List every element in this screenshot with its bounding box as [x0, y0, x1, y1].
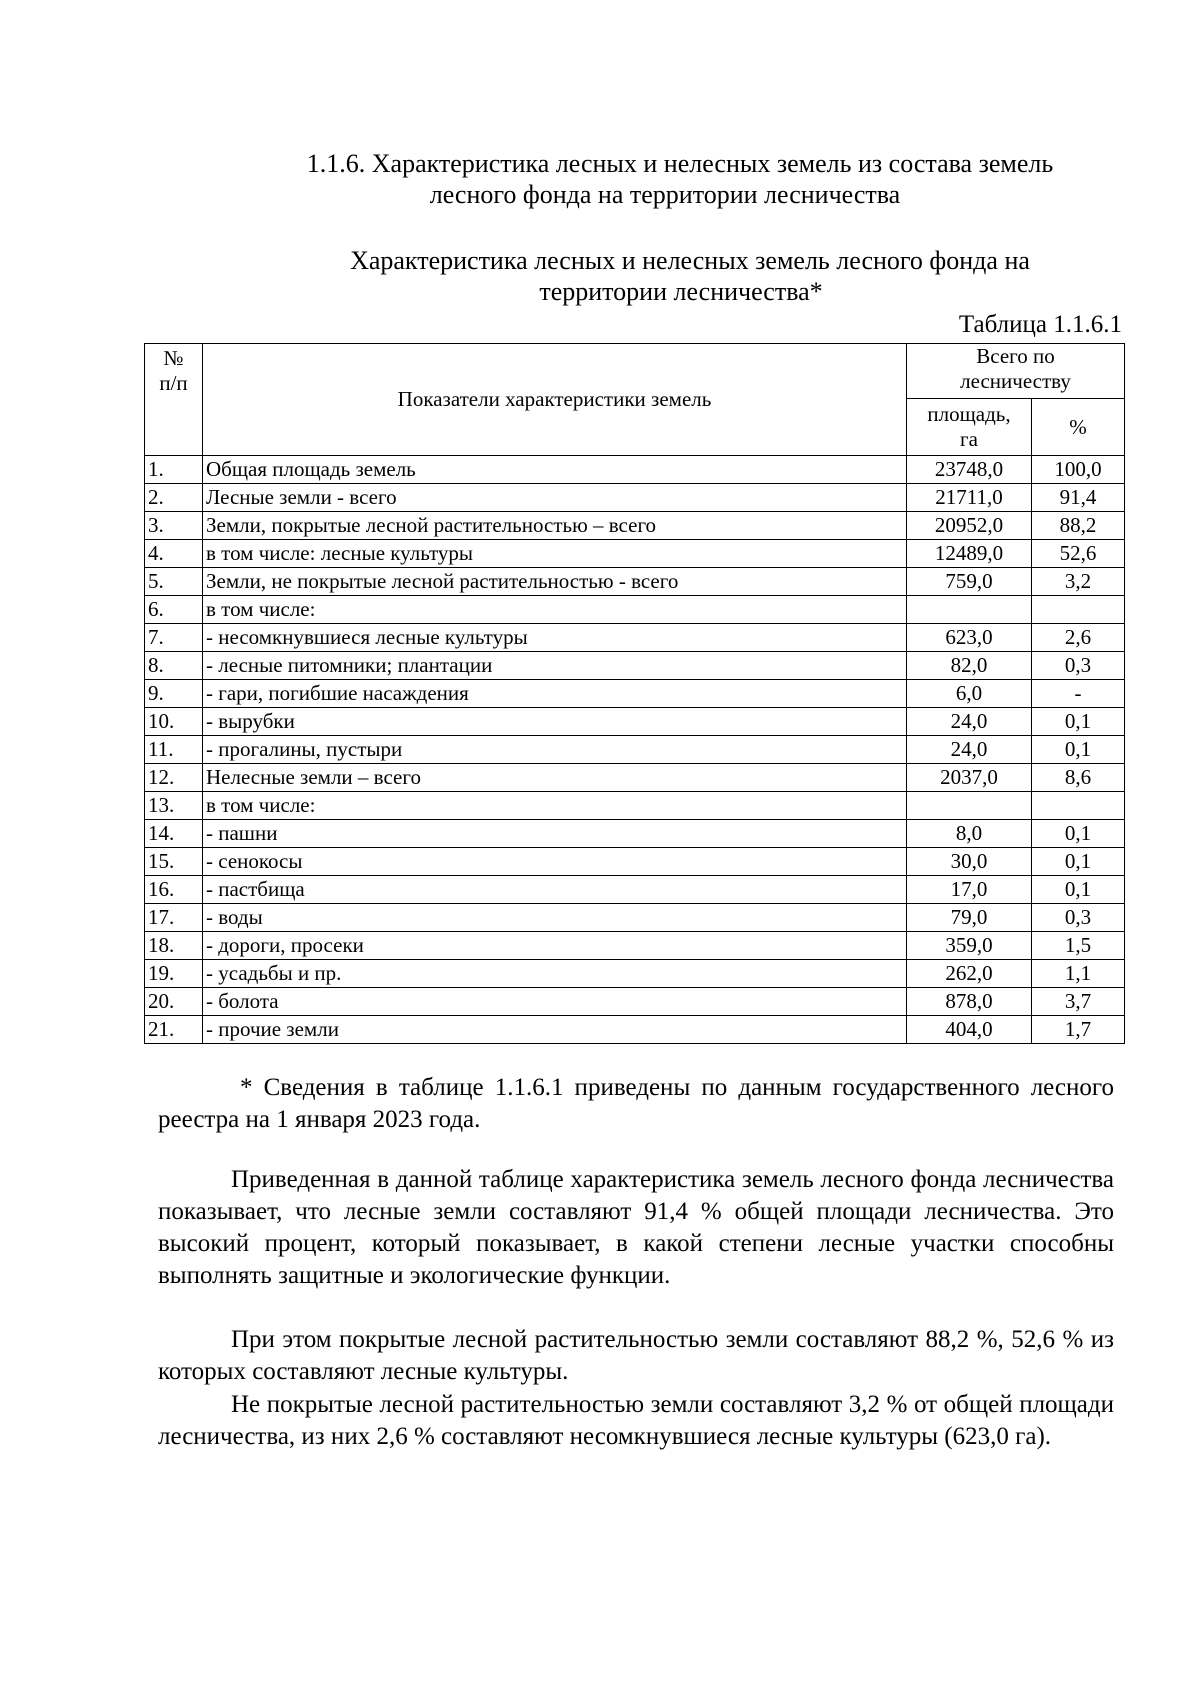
row-area-cell: 24,0	[907, 708, 1032, 736]
row-number-cell: 12.	[145, 764, 203, 792]
row-number-cell: 21.	[145, 1016, 203, 1044]
row-percent-cell: 52,6	[1032, 540, 1125, 568]
row-area-cell: 24,0	[907, 736, 1032, 764]
row-indicator-cell: - воды	[203, 904, 907, 932]
table-row	[145, 680, 1125, 708]
table-row	[145, 1016, 1125, 1044]
table-caption: Таблица 1.1.6.1	[958, 311, 1122, 338]
row-indicator-cell: Лесные земли - всего	[203, 484, 907, 512]
row-area-cell: 6,0	[907, 680, 1032, 708]
row-area-cell: 12489,0	[907, 540, 1032, 568]
row-percent-cell: 0,3	[1032, 904, 1125, 932]
row-number-cell: 19.	[145, 960, 203, 988]
table-title	[150, 245, 1150, 307]
row-area-cell: 8,0	[907, 820, 1032, 848]
row-area-cell: 2037,0	[907, 764, 1032, 792]
table-row	[145, 456, 1125, 484]
table-row	[145, 932, 1125, 960]
footnote	[158, 1072, 1114, 1136]
row-indicator-cell: Земли, покрытые лесной растительностью – всего	[203, 512, 907, 540]
row-percent-cell	[1032, 792, 1125, 820]
table-row	[145, 792, 1125, 820]
row-number-cell: 2.	[145, 484, 203, 512]
paragraph-2	[158, 1324, 1114, 1388]
header-number-line1: №	[163, 346, 184, 370]
row-percent-cell: 1,1	[1032, 960, 1125, 988]
row-number-cell: 6.	[145, 596, 203, 624]
row-percent-cell: 0,1	[1032, 820, 1125, 848]
row-indicator-cell: - вырубки	[203, 708, 907, 736]
paragraph-3-text: Не покрытые лесной растительностью земли составляют 3,2 % от общей площади лесничества, из них 2,6 % составляют несомкнувшиеся лесные культуры (623,0 га).	[158, 1391, 1114, 1450]
row-indicator-cell: Земли, не покрытые лесной растительностью - всего	[203, 568, 907, 596]
header-indicator: Показатели характеристики земель	[203, 344, 907, 456]
table-row	[145, 624, 1125, 652]
row-indicator-cell: - дороги, просеки	[203, 932, 907, 960]
header-percent: %	[1032, 399, 1125, 456]
row-percent-cell: 8,6	[1032, 764, 1125, 792]
table-row	[145, 988, 1125, 1016]
row-area-cell: 30,0	[907, 848, 1032, 876]
row-percent-cell: 1,7	[1032, 1016, 1125, 1044]
row-area-cell	[907, 596, 1032, 624]
row-number-cell: 13.	[145, 792, 203, 820]
row-percent-cell: 3,2	[1032, 568, 1125, 596]
row-number-cell: 4.	[145, 540, 203, 568]
header-total-line2: лесничеству	[960, 369, 1071, 393]
row-indicator-cell: в том числе:	[203, 792, 907, 820]
row-indicator-cell: - пашни	[203, 820, 907, 848]
row-percent-cell: 0,1	[1032, 708, 1125, 736]
table-body	[145, 456, 1125, 1044]
paragraph-1-text: Приведенная в данной таблице характеристика земель лесного фонда лесничества показывает, что лесные земли составляют 91,4 % общей площади лесничества. Это высокий процент, который показывает, в какой степени лесные участки способны выполнять защитные и экологические функции.	[158, 1166, 1114, 1289]
section-heading	[150, 148, 1150, 210]
row-number-cell: 8.	[145, 652, 203, 680]
footnote-text: * Сведения в таблице 1.1.6.1 приведены по данным государственного лесного реестра на 1 января 2023 года.	[158, 1074, 1114, 1133]
row-percent-cell: -	[1032, 680, 1125, 708]
land-characteristics-table	[144, 343, 1125, 1044]
row-area-cell: 82,0	[907, 652, 1032, 680]
row-number-cell: 15.	[145, 848, 203, 876]
row-percent-cell: 91,4	[1032, 484, 1125, 512]
row-percent-cell: 100,0	[1032, 456, 1125, 484]
row-percent-cell: 0,3	[1032, 652, 1125, 680]
table-row	[145, 540, 1125, 568]
row-percent-cell: 0,1	[1032, 848, 1125, 876]
paragraph-2-text: При этом покрытые лесной растительностью земли составляют 88,2 %, 52,6 % из которых составляют лесные культуры.	[158, 1326, 1114, 1385]
row-indicator-cell: в том числе: лесные культуры	[203, 540, 907, 568]
row-indicator-cell: - болота	[203, 988, 907, 1016]
row-percent-cell: 2,6	[1032, 624, 1125, 652]
row-number-cell: 3.	[145, 512, 203, 540]
table-row	[145, 512, 1125, 540]
table-row	[145, 596, 1125, 624]
table-title-line2: территории лесничества*	[539, 277, 823, 306]
row-indicator-cell: - пастбища	[203, 876, 907, 904]
row-number-cell: 17.	[145, 904, 203, 932]
row-number-cell: 5.	[145, 568, 203, 596]
row-number-cell: 11.	[145, 736, 203, 764]
section-heading-line2: лесного фонда на территории лесничества	[429, 180, 901, 209]
table-row	[145, 764, 1125, 792]
table-row	[145, 876, 1125, 904]
row-number-cell: 7.	[145, 624, 203, 652]
table-row	[145, 904, 1125, 932]
row-area-cell: 21711,0	[907, 484, 1032, 512]
row-area-cell	[907, 792, 1032, 820]
row-indicator-cell: - несомкнувшиеся лесные культуры	[203, 624, 907, 652]
row-area-cell: 878,0	[907, 988, 1032, 1016]
row-indicator-cell: Нелесные земли – всего	[203, 764, 907, 792]
row-number-cell: 1.	[145, 456, 203, 484]
row-percent-cell: 0,1	[1032, 876, 1125, 904]
row-number-cell: 20.	[145, 988, 203, 1016]
row-indicator-cell: - гари, погибшие насаждения	[203, 680, 907, 708]
table-row	[145, 708, 1125, 736]
row-indicator-cell: - усадьбы и пр.	[203, 960, 907, 988]
row-number-cell: 18.	[145, 932, 203, 960]
row-percent-cell	[1032, 596, 1125, 624]
table-row	[145, 820, 1125, 848]
table-row	[145, 568, 1125, 596]
row-area-cell: 20952,0	[907, 512, 1032, 540]
table-row	[145, 484, 1125, 512]
table-title-line1: Характеристика лесных и нелесных земель лесного фонда на	[350, 246, 1030, 275]
row-number-cell: 10.	[145, 708, 203, 736]
row-area-cell: 404,0	[907, 1016, 1032, 1044]
paragraph-1	[158, 1164, 1114, 1292]
header-area-line1: площадь,	[927, 402, 1011, 426]
header-number-line2: п/п	[159, 371, 188, 395]
row-number-cell: 14.	[145, 820, 203, 848]
table-row	[145, 848, 1125, 876]
row-area-cell: 79,0	[907, 904, 1032, 932]
row-indicator-cell: - сенокосы	[203, 848, 907, 876]
table-row	[145, 960, 1125, 988]
row-number-cell: 9.	[145, 680, 203, 708]
paragraph-3	[158, 1389, 1114, 1453]
row-area-cell: 623,0	[907, 624, 1032, 652]
row-indicator-cell: Общая площадь земель	[203, 456, 907, 484]
row-area-cell: 23748,0	[907, 456, 1032, 484]
header-number	[145, 344, 203, 456]
row-percent-cell: 0,1	[1032, 736, 1125, 764]
row-area-cell: 359,0	[907, 932, 1032, 960]
header-area	[907, 399, 1032, 456]
row-area-cell: 17,0	[907, 876, 1032, 904]
row-percent-cell: 3,7	[1032, 988, 1125, 1016]
row-area-cell: 759,0	[907, 568, 1032, 596]
header-area-line2: га	[960, 427, 978, 451]
table-header-row	[145, 344, 1125, 399]
row-indicator-cell: - лесные питомники; плантации	[203, 652, 907, 680]
section-heading-line1: 1.1.6. Характеристика лесных и нелесных земель из состава земель	[306, 149, 1054, 178]
row-percent-cell: 88,2	[1032, 512, 1125, 540]
row-percent-cell: 1,5	[1032, 932, 1125, 960]
header-total	[907, 344, 1125, 399]
row-indicator-cell: - прочие земли	[203, 1016, 907, 1044]
row-number-cell: 16.	[145, 876, 203, 904]
row-indicator-cell: - прогалины, пустыри	[203, 736, 907, 764]
row-indicator-cell: в том числе:	[203, 596, 907, 624]
row-area-cell: 262,0	[907, 960, 1032, 988]
table-row	[145, 652, 1125, 680]
header-total-line1: Всего по	[976, 344, 1055, 368]
table-row	[145, 736, 1125, 764]
